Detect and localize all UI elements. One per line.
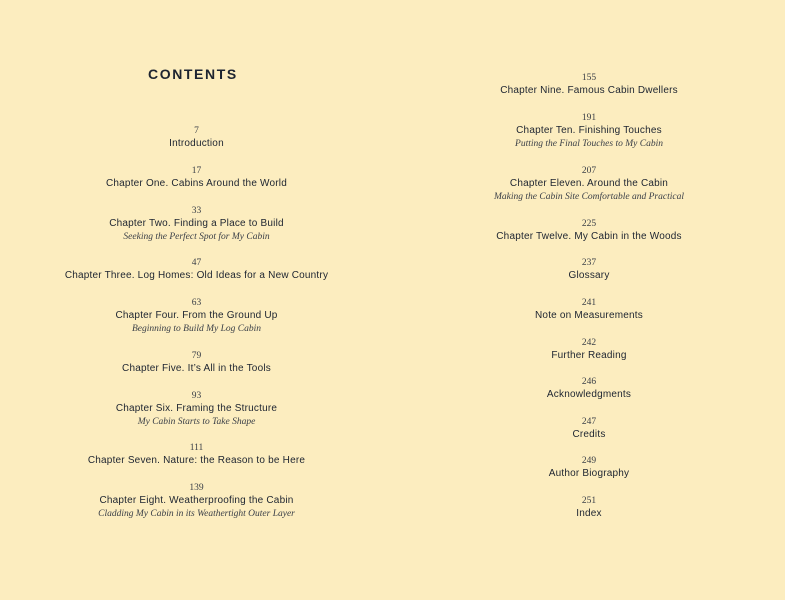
chapter-title: Chapter Eleven. Around the Cabin bbox=[509, 178, 669, 189]
page-number: 237 bbox=[581, 258, 597, 268]
chapter-title: Chapter Two. Finding a Place to Build bbox=[109, 218, 284, 229]
toc-entry[interactable] bbox=[393, 298, 785, 323]
page-number: 47 bbox=[191, 258, 202, 268]
toc-entry[interactable] bbox=[0, 298, 393, 336]
chapter-subtitle: Beginning to Build My Log Cabin bbox=[131, 324, 262, 334]
toc-entry[interactable] bbox=[0, 166, 393, 191]
page-number: 249 bbox=[581, 456, 597, 466]
page-number: 155 bbox=[581, 73, 597, 83]
chapter-title: Chapter Seven. Nature: the Reason to be Here bbox=[87, 455, 306, 466]
page-number: 7 bbox=[194, 126, 199, 136]
toc-entry[interactable] bbox=[393, 258, 785, 283]
page-number: 191 bbox=[581, 113, 597, 123]
chapter-title: Chapter Three. Log Homes: Old Ideas for a New Country bbox=[64, 270, 329, 281]
toc-entry[interactable] bbox=[393, 417, 785, 442]
chapter-title: Further Reading bbox=[551, 350, 627, 361]
toc-entry[interactable] bbox=[393, 377, 785, 402]
toc-entry[interactable] bbox=[0, 206, 393, 244]
toc-entry[interactable] bbox=[0, 258, 393, 283]
toc-entry[interactable] bbox=[0, 483, 393, 521]
toc-entry[interactable] bbox=[393, 219, 785, 244]
toc-entry[interactable] bbox=[393, 338, 785, 363]
chapter-title: Index bbox=[576, 508, 602, 519]
chapter-title: Credits bbox=[572, 429, 606, 440]
page-number: 241 bbox=[581, 298, 597, 308]
chapter-title: Introduction bbox=[169, 138, 224, 149]
chapter-title: Glossary bbox=[568, 270, 610, 281]
page-number: 251 bbox=[581, 496, 597, 506]
chapter-title: Chapter One. Cabins Around the World bbox=[105, 178, 287, 189]
page-number: 63 bbox=[191, 298, 202, 308]
toc-entry[interactable] bbox=[393, 113, 785, 151]
toc-entry[interactable] bbox=[0, 391, 393, 429]
page-number: 111 bbox=[189, 443, 204, 453]
chapter-subtitle: Making the Cabin Site Comfortable and Practical bbox=[494, 192, 684, 202]
right-page bbox=[393, 0, 785, 600]
chapter-subtitle: Seeking the Perfect Spot for My Cabin bbox=[123, 232, 270, 242]
chapter-title: Chapter Ten. Finishing Touches bbox=[516, 125, 662, 136]
toc-entry[interactable] bbox=[0, 126, 393, 151]
chapter-title: Chapter Four. From the Ground Up bbox=[115, 310, 278, 321]
page-number: 242 bbox=[581, 338, 597, 348]
toc-entry[interactable] bbox=[393, 166, 785, 204]
page-number: 79 bbox=[191, 351, 202, 361]
page-number: 246 bbox=[581, 377, 597, 387]
chapter-title: Chapter Nine. Famous Cabin Dwellers bbox=[500, 85, 678, 96]
toc-entry[interactable] bbox=[0, 443, 393, 468]
chapter-title: Note on Measurements bbox=[535, 310, 643, 321]
chapter-subtitle: Cladding My Cabin in its Weathertight Outer Layer bbox=[98, 509, 295, 519]
chapter-title: Author Biography bbox=[548, 468, 630, 479]
chapter-subtitle: Putting the Final Touches to My Cabin bbox=[515, 139, 663, 149]
page-number: 225 bbox=[581, 219, 597, 229]
toc-entry[interactable] bbox=[393, 73, 785, 98]
page-number: 17 bbox=[191, 166, 202, 176]
chapter-subtitle: My Cabin Starts to Take Shape bbox=[137, 417, 256, 427]
toc-entry[interactable] bbox=[393, 456, 785, 481]
chapter-title: Chapter Five. It’s All in the Tools bbox=[122, 363, 271, 374]
page-number: 139 bbox=[189, 483, 204, 493]
page-number: 93 bbox=[191, 391, 202, 401]
chapter-title: Chapter Six. Framing the Structure bbox=[115, 403, 278, 414]
chapter-title: Acknowledgments bbox=[546, 389, 632, 400]
toc-entry[interactable] bbox=[393, 496, 785, 521]
page-number: 247 bbox=[581, 417, 597, 427]
toc-entry[interactable] bbox=[0, 351, 393, 376]
contents-heading: CONTENTS bbox=[148, 66, 238, 82]
page-number: 33 bbox=[191, 206, 202, 216]
chapter-title: Chapter Eight. Weatherproofing the Cabin bbox=[99, 495, 294, 506]
chapter-title: Chapter Twelve. My Cabin in the Woods bbox=[496, 231, 682, 242]
page-number: 207 bbox=[581, 166, 597, 176]
